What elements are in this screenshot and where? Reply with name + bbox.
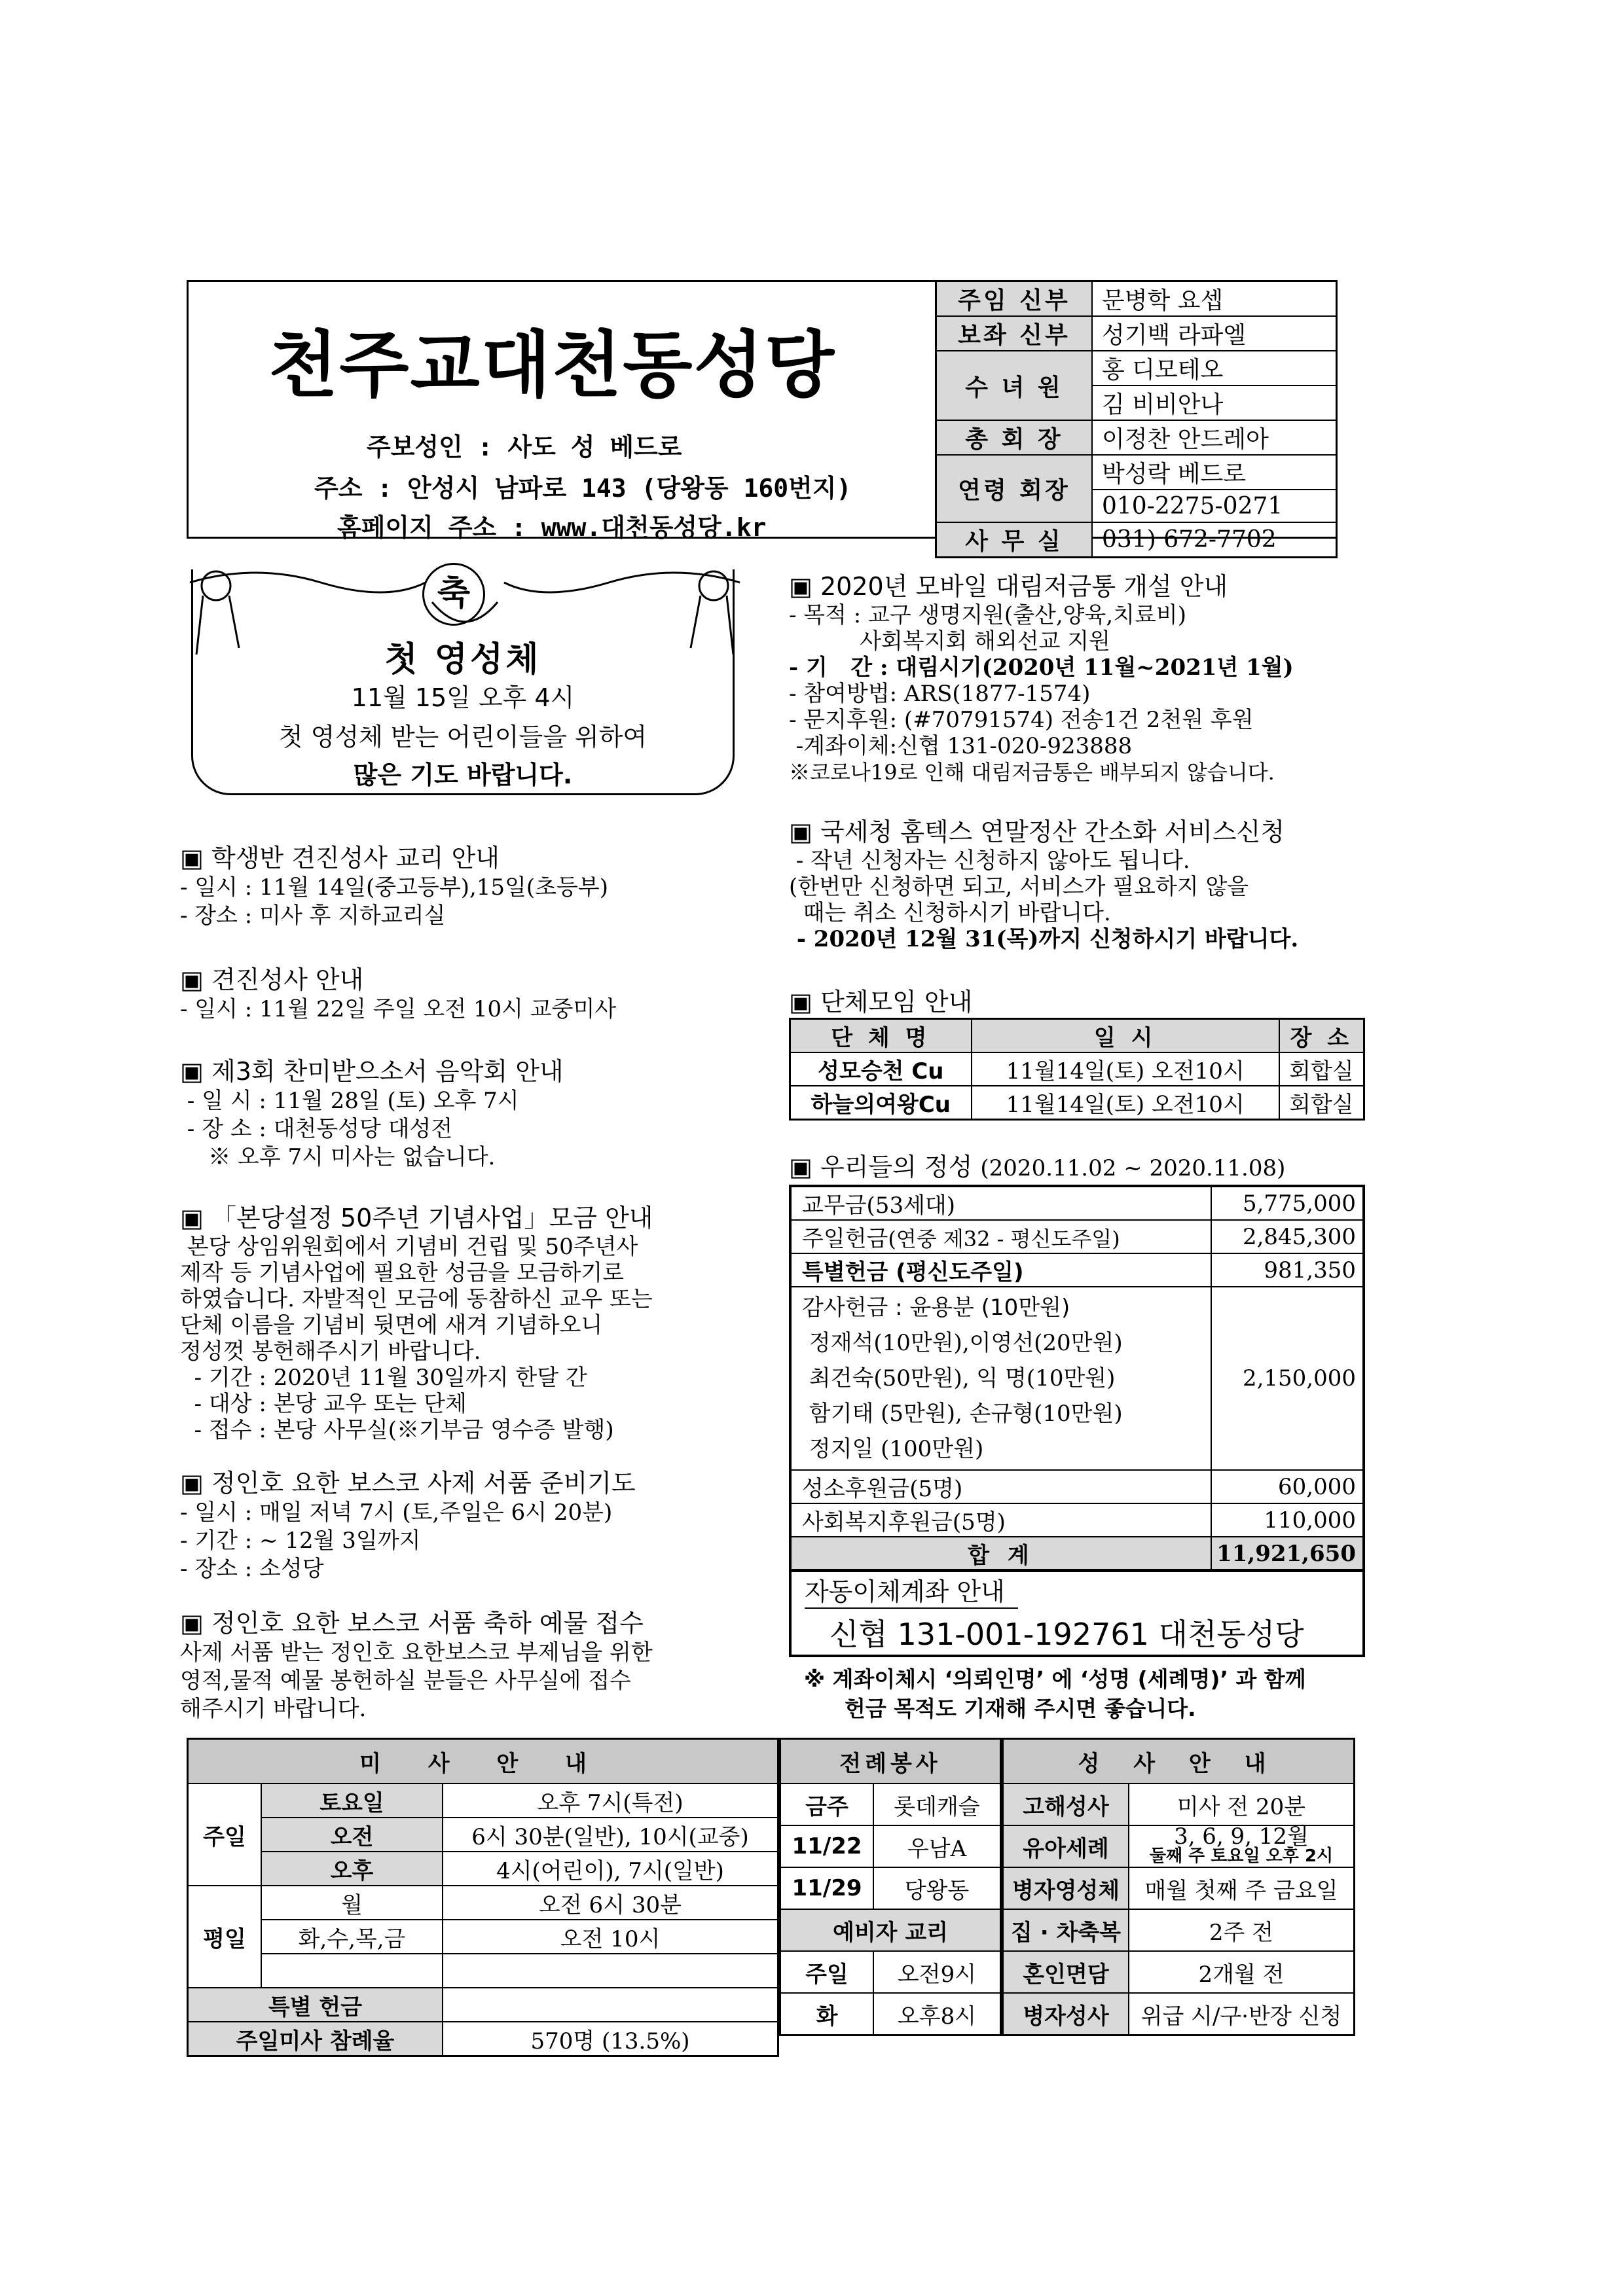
table-row <box>790 1086 1364 1120</box>
offerings-period: (2020.11.02 ~ 2020.11.08) <box>980 1155 1286 1181</box>
attendance-label: 주일미사 참례율 <box>188 2022 443 2056</box>
square-bullet-icon: ▣ <box>789 1153 820 1181</box>
mass-group-label: 주일 <box>188 1784 262 1886</box>
mass-day: 오후 <box>261 1852 443 1886</box>
offering-amount: 981,350 <box>1211 1253 1364 1287</box>
service-area: 당왕동 <box>873 1867 1001 1909</box>
church-name: 천주교대천동성당 <box>268 323 836 407</box>
sacrament-info: 3, 6, 9, 12월 <box>1174 1823 1309 1850</box>
square-bullet-icon: ▣ <box>180 844 211 872</box>
section-title: 제3회 찬미받으소서 음악회 안내 <box>211 1057 564 1086</box>
church-address: 주소 : 안성시 남파로 143 (당왕동 160번지) <box>314 474 852 503</box>
square-bullet-icon: ▣ <box>180 1609 211 1638</box>
section-line: 해주시기 바랍니다. <box>180 1696 367 1722</box>
service-area: 우남A <box>873 1825 1001 1867</box>
section-line: - 접수 : 본당 사무실(※기부금 영수증 발행) <box>180 1417 614 1443</box>
section-line: 사회복지회 해외선교 지원 <box>789 628 1110 655</box>
mass-time: 오후 7시(특전) <box>443 1784 778 1818</box>
table-row <box>790 1253 1364 1287</box>
table-cell: 회합실 <box>1279 1086 1364 1120</box>
section-line: - 장 소 : 대천동성당 대성전 <box>180 1116 453 1142</box>
section-line: - 작년 신청자는 신청하지 않아도 됩니다. <box>789 848 1190 874</box>
section-line: - 일시 : 11월 14일(중고등부),15일(초등부) <box>180 874 608 901</box>
section-line: (한번만 신청하면 되고, 서비스가 필요하지 않을 <box>789 874 1249 900</box>
staff-value: 010-2275-0271 <box>1092 490 1337 522</box>
mass-time: 오전 10시 <box>443 1920 778 1954</box>
staff-label: 총 회 장 <box>936 420 1093 455</box>
thanks-line: 정재석(10만원),이영선(20만원) <box>802 1330 1123 1356</box>
offering-name: 특별헌금 (평신도주일) <box>790 1253 1211 1287</box>
mass-day: 토요일 <box>261 1784 443 1818</box>
offering-note: (53세대) <box>866 1193 956 1219</box>
groups-table <box>789 1018 1365 1121</box>
section-line: 하였습니다. 자발적인 모금에 동참하신 교우 또는 <box>180 1286 653 1312</box>
table-cell: 회합실 <box>1279 1052 1364 1086</box>
service-title: 전례봉사 <box>780 1739 1001 1784</box>
staff-value: 성기백 라파엘 <box>1092 316 1337 351</box>
table-row <box>790 1470 1364 1503</box>
section-line: 본당 상임위원회에서 기념비 건립 및 50주년사 <box>180 1234 638 1260</box>
section-line: 사제 서품 받는 정인호 요한보스코 부제님을 위한 <box>180 1640 653 1666</box>
staff-value: 문병학 요셉 <box>1092 281 1337 317</box>
notice-section <box>789 812 1378 952</box>
section-line: -계좌이체:신협 131-020-923888 <box>789 733 1133 759</box>
notice-section <box>180 1463 756 1583</box>
mass-day: 화,수,목,금 <box>261 1920 443 1954</box>
offerings-heading <box>789 1147 1285 1183</box>
square-bullet-icon: ▣ <box>789 817 820 846</box>
section-title: 2020년 모바일 대림저금통 개설 안내 <box>820 572 1228 601</box>
empty-cell <box>443 1954 778 1988</box>
empty-cell <box>261 1954 443 1988</box>
account-note: 헌금 목적도 기재해 주시면 좋습니다. <box>845 1696 1196 1721</box>
section-line: - 문지후원: (#70791574) 전송1건 2천원 후원 <box>789 707 1254 733</box>
mass-day: 월 <box>261 1886 443 1920</box>
table-row <box>790 1503 1364 1537</box>
notice-section <box>789 566 1378 785</box>
staff-value: 이정찬 안드레아 <box>1092 420 1337 455</box>
mass-day: 오전 <box>261 1818 443 1852</box>
service-week: 11/29 <box>780 1867 874 1909</box>
sacrament-name: 집 · 차축복 <box>1003 1909 1129 1951</box>
sacraments-title: 성 사 안 내 <box>1003 1739 1355 1784</box>
notice-section <box>180 960 756 1024</box>
staff-label: 사 무 실 <box>936 522 1093 558</box>
notice-section <box>180 838 756 930</box>
section-line: - 일시 : 11월 22일 주일 오전 10시 교중미사 <box>180 996 617 1022</box>
offering-name: 사회복지후원금 <box>802 1509 953 1535</box>
section-title: 정인호 요한 보스코 사제 서품 준비기도 <box>211 1469 636 1498</box>
section-line: 영적,물적 예물 봉헌하실 분들은 사무실에 접수 <box>180 1668 631 1694</box>
section-line: 때는 취소 신청하시기 바랍니다. <box>789 900 1111 926</box>
thanks-line: 감사헌금 : 윤용분 (10만원) <box>802 1295 1070 1321</box>
patron-saint: 주보성인 : 사도 성 베드로 <box>367 433 682 461</box>
section-line: - 기간 : ~ 12월 3일까지 <box>180 1528 421 1554</box>
notice-section <box>180 1198 756 1443</box>
section-title: 「본당설정 50주년 기념사업」모금 안내 <box>211 1204 653 1232</box>
mass-table <box>187 1738 779 2057</box>
account-box <box>789 1569 1365 1657</box>
catechism-day: 주일 <box>780 1951 874 1993</box>
thanks-line: 최건숙(50만원), 익 명(10만원) <box>802 1365 1116 1391</box>
section-line: ※코로나19로 인해 대림저금통은 배부되지 않습니다. <box>789 760 1275 785</box>
service-week: 금주 <box>780 1784 874 1825</box>
attendance-value: 570명 (13.5%) <box>443 2022 778 2056</box>
sacrament-info: 미사 전 20분 <box>1129 1784 1355 1825</box>
offering-amount: 2,845,300 <box>1211 1220 1364 1253</box>
liturgy-service-table <box>779 1738 1002 2036</box>
square-bullet-icon: ▣ <box>789 572 820 601</box>
homepage-link[interactable]: 홈페이지 주소 : www.대천동성당.kr <box>337 513 767 542</box>
section-line: - 일 시 : 11월 28일 (토) 오후 7시 <box>180 1088 519 1114</box>
table-cell: 성모승천 Cu <box>790 1052 972 1086</box>
table-cell: 하늘의여왕Cu <box>790 1086 972 1120</box>
staff-label: 보좌 신부 <box>936 316 1093 351</box>
special-offering-value <box>443 1988 778 2022</box>
table-cell: 11월14일(토) 오전10시 <box>972 1052 1279 1086</box>
table-cell: 11월14일(토) 오전10시 <box>972 1086 1279 1120</box>
sacrament-info: 2주 전 <box>1129 1909 1355 1951</box>
mass-group-label: 평일 <box>188 1886 262 1988</box>
section-line: - 장소 : 소성당 <box>180 1556 324 1582</box>
sacrament-name: 유아세례 <box>1003 1825 1129 1867</box>
account-note: ※ 계좌이체시 ‘의뢰인명’ 에 ‘성명 (세례명)’ 과 함께 <box>804 1666 1306 1692</box>
square-bullet-icon: ▣ <box>180 1057 211 1086</box>
staff-label: 연령 회장 <box>936 455 1093 522</box>
section-line: 단체 이름을 기념비 뒷면에 새겨 기념하오니 <box>180 1312 603 1338</box>
square-bullet-icon: ▣ <box>789 988 820 1016</box>
staff-value: 김 비비안나 <box>1092 386 1337 420</box>
section-line: - 기 간 : 대림시기(2020년 11월~2021년 1월) <box>789 655 1294 681</box>
offering-amount: 2,150,000 <box>1211 1287 1364 1470</box>
sacraments-table <box>1002 1738 1355 2036</box>
staff-value: 박성락 베드로 <box>1092 455 1337 490</box>
staff-table <box>935 280 1338 558</box>
section-title: 우리들의 정성 <box>820 1153 973 1181</box>
offering-amount: 5,775,000 <box>1211 1186 1364 1220</box>
notice-section <box>180 1051 756 1172</box>
mass-time: 4시(어린이), 7시(일반) <box>443 1852 778 1886</box>
celebration-time: 11월 15일 오후 4시 <box>351 683 575 712</box>
mass-time: 오전 6시 30분 <box>443 1886 778 1920</box>
catechism-title: 예비자 교리 <box>780 1909 1001 1951</box>
sacrament-info: 둘째 주 토요일 오후 2시 <box>1149 1846 1334 1866</box>
section-line: - 목적 : 교구 생명지원(출산,양육,치료비) <box>789 602 1186 628</box>
staff-value: 031) 672-7702 <box>1092 522 1337 558</box>
table-row <box>790 1186 1364 1220</box>
sacrament-name: 병자영성체 <box>1003 1867 1129 1909</box>
celebration-title: 첫 영성체 <box>384 640 541 679</box>
thanks-line: 정지일 (100만원) <box>802 1436 984 1462</box>
staff-label: 수 녀 원 <box>936 351 1093 420</box>
table-row <box>790 1052 1364 1086</box>
section-title: 단체모임 안내 <box>820 988 973 1016</box>
square-bullet-icon: ▣ <box>180 965 211 994</box>
offering-note: (연중 제32 - 평신도주일) <box>888 1227 1120 1251</box>
celebration-line: 첫 영성체 받는 어린이들을 위하여 <box>278 723 647 751</box>
sacrament-name: 병자성사 <box>1003 1993 1129 2036</box>
column-header: 장 소 <box>1279 1019 1364 1053</box>
section-line: ※ 오후 7시 미사는 없습니다. <box>180 1144 496 1170</box>
section-line: - 대상 : 본당 교우 또는 단체 <box>180 1391 467 1417</box>
offerings-table <box>789 1185 1365 1572</box>
total-label: 합 계 <box>790 1537 1211 1571</box>
table-row <box>790 1287 1364 1470</box>
offering-note: (5명) <box>952 1509 1006 1535</box>
catechism-day: 화 <box>780 1993 874 2036</box>
staff-value: 홍 디모테오 <box>1092 351 1337 386</box>
thanks-line: 함기태 (5만원), 손규형(10만원) <box>802 1401 1123 1427</box>
section-line: - 기간 : 2020년 11월 30일까지 한달 간 <box>180 1365 587 1391</box>
catechism-time: 오후8시 <box>873 1993 1001 2036</box>
section-line: 제작 등 기념사업에 필요한 성금을 모금하기로 <box>180 1260 625 1286</box>
offering-amount: 110,000 <box>1211 1503 1364 1537</box>
sacrament-info: 위급 시/구·반장 신청 <box>1129 1993 1355 2036</box>
right-column <box>789 566 1378 952</box>
total-row <box>790 1537 1364 1571</box>
sacrament-name: 고해성사 <box>1003 1784 1129 1825</box>
left-column <box>180 838 756 1723</box>
section-line: 정성껏 봉헌해주시기 바랍니다. <box>180 1338 481 1365</box>
service-area: 롯데캐슬 <box>873 1784 1001 1825</box>
mass-time: 6시 30분(일반), 10시(교중) <box>443 1818 778 1852</box>
sacrament-info: 2개월 전 <box>1129 1951 1355 1993</box>
special-offering-label: 특별 헌금 <box>188 1988 443 2022</box>
section-line: - 참여방법: ARS(1877-1574) <box>789 681 1091 707</box>
section-line: - 2020년 12월 31(목)까지 신청하시기 바랍니다. <box>789 926 1299 952</box>
column-header: 단 체 명 <box>790 1019 972 1053</box>
catechism-time: 오전9시 <box>873 1951 1001 1993</box>
sacrament-info: 매월 첫째 주 금요일 <box>1129 1867 1355 1909</box>
table-row <box>790 1220 1364 1253</box>
service-week: 11/22 <box>780 1825 874 1867</box>
total-amount: 11,921,650 <box>1211 1537 1364 1571</box>
square-bullet-icon: ▣ <box>180 1204 211 1232</box>
account-title: 자동이체계좌 안내 <box>805 1571 1018 1609</box>
groups-heading <box>789 982 972 1018</box>
sacrament-name: 혼인면담 <box>1003 1951 1129 1993</box>
mass-title: 미 사 안 내 <box>188 1739 778 1784</box>
square-bullet-icon: ▣ <box>180 1469 211 1498</box>
section-title: 견진성사 안내 <box>211 965 364 994</box>
notice-section <box>180 1603 756 1723</box>
offering-amount: 60,000 <box>1211 1470 1364 1503</box>
section-title: 국세청 홈텍스 연말정산 간소화 서비스신청 <box>820 817 1285 846</box>
section-title: 학생반 견진성사 교리 안내 <box>211 844 500 872</box>
account-number: 신협 131-001-192761 대천동성당 <box>830 1617 1304 1652</box>
column-header: 일 시 <box>972 1019 1279 1053</box>
section-line: - 일시 : 매일 저녁 7시 (토,주일은 6시 20분) <box>180 1499 613 1526</box>
celebration-line: 많은 기도 바랍니다. <box>353 761 573 789</box>
celebration-badge: 축 <box>422 563 485 626</box>
offering-note: (5명) <box>909 1476 963 1502</box>
offering-name: 성소후원금 <box>802 1476 910 1502</box>
offering-name: 주일헌금 <box>802 1226 888 1252</box>
offering-name: 교무금 <box>802 1193 867 1219</box>
staff-label: 주임 신부 <box>936 281 1093 317</box>
section-title: 정인호 요한 보스코 서품 축하 예물 접수 <box>211 1609 644 1638</box>
section-line: - 장소 : 미사 후 지하교리실 <box>180 903 446 929</box>
